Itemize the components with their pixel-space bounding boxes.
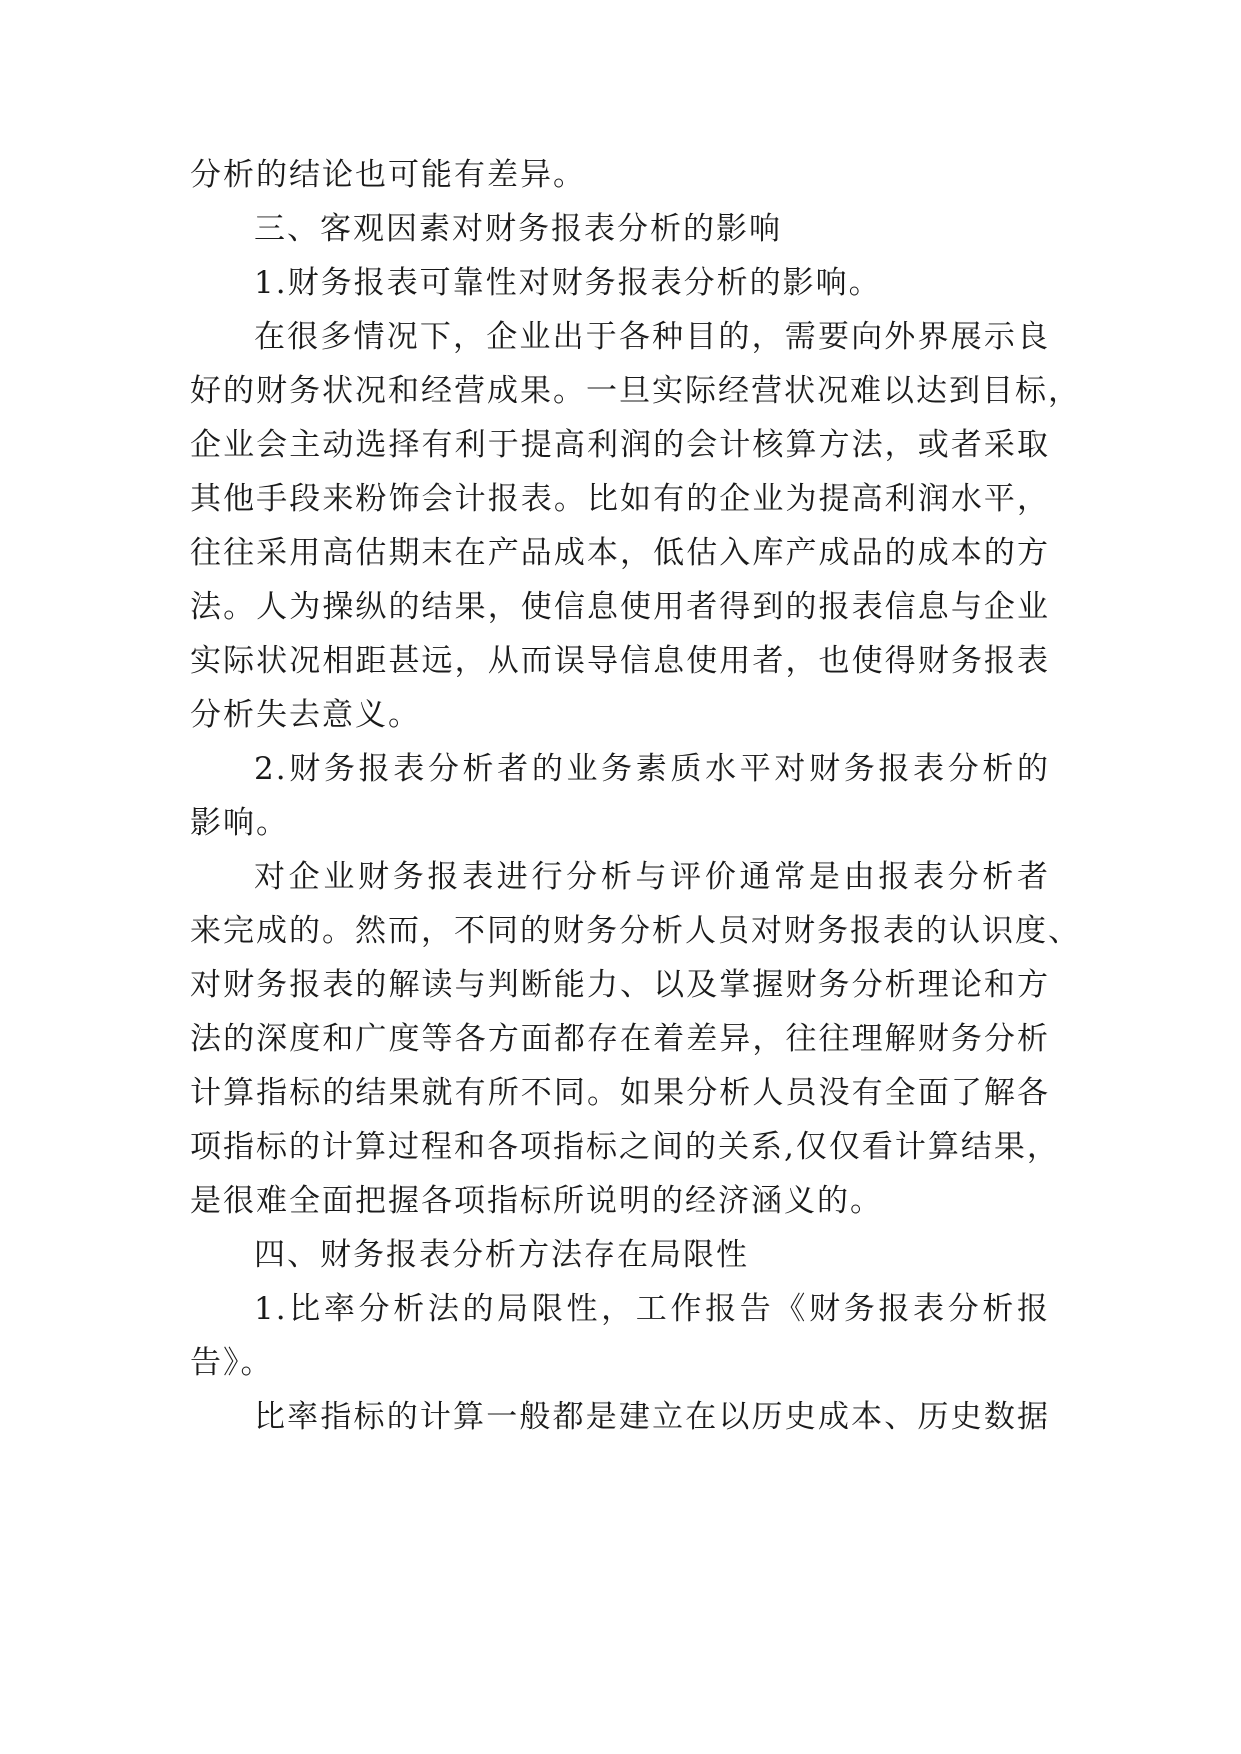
text-line: 是很难全面把握各项指标所说明的经济涵义的。 [190,1183,883,1219]
text-line: 法。人为操纵的结果，使信息使用者得到的报表信息与企业 [190,589,1050,625]
subsection-heading: 2.财务报表分析者的业务素质水平对财务报表分析的 [254,751,1050,787]
text-line: 实际状况相距甚远，从而误导信息使用者，也使得财务报表 [190,643,1050,679]
text-line: 企业会主动选择有利于提高利润的会计核算方法，或者采取 [190,427,1050,463]
subsection-heading: 1.财务报表可靠性对财务报表分析的影响。 [254,265,882,301]
text-line: 项指标的计算过程和各项指标之间的关系,仅仅看计算结果， [190,1129,1060,1165]
text-line: 对财务报表的解读与判断能力、以及掌握财务分析理论和方 [190,967,1050,1003]
text-line: 好的财务状况和经营成果。一旦实际经营状况难以达到目标， [190,373,1081,409]
text-line: 分析失去意义。 [190,697,421,733]
text-line: 在很多情况下，企业出于各种目的，需要向外界展示良 [254,319,1050,355]
text-line: 分析的结论也可能有差异。 [190,157,586,193]
section-heading: 四、财务报表分析方法存在局限性 [254,1237,749,1273]
text-line: 比率指标的计算一般都是建立在以历史成本、历史数据 [254,1399,1050,1435]
subsection-heading: 告》。 [190,1345,274,1381]
text-line: 来完成的。然而，不同的财务分析人员对财务报表的认识度、 [190,913,1081,949]
text-line: 往往采用高估期末在产品成本，低估入库产成品的成本的方 [190,535,1050,571]
text-line: 计算指标的结果就有所不同。如果分析人员没有全面了解各 [190,1075,1050,1111]
section-heading: 三、客观因素对财务报表分析的影响 [254,211,782,247]
text-line: 对企业财务报表进行分析与评价通常是由报表分析者 [254,859,1050,895]
subsection-heading: 影响。 [190,805,289,841]
subsection-heading: 1.比率分析法的局限性，工作报告《财务报表分析报 [254,1291,1050,1327]
text-line: 法的深度和广度等各方面都存在着差异，往往理解财务分析 [190,1021,1050,1057]
text-line: 其他手段来粉饰会计报表。比如有的企业为提高利润水平， [190,481,1050,517]
